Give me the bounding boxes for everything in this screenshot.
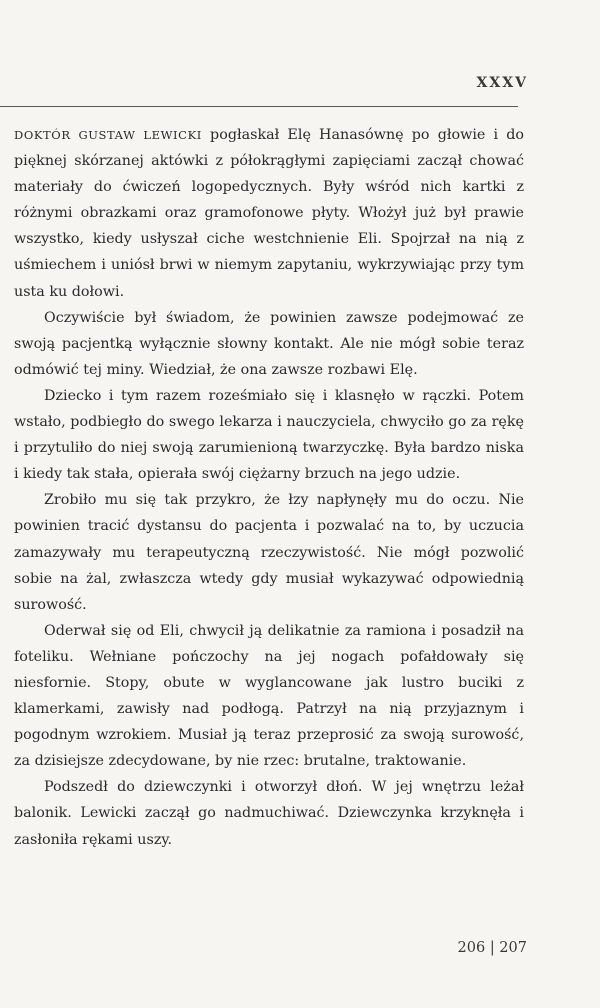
paragraph-2: Oczywiście był świadom, że powinien zawsze podejmować ze swoją pacjentką wyłącznie słowny kontakt. Ale nie mógł sobie teraz odmówić tej miny. Wiedział, że ona zawsze rozbawi Elę.: [14, 309, 524, 378]
paragraph-6: Podszedł do dziewczynki i otworzył dłoń. W jej wnętrzu leżał balonik. Lewicki zaczął go nadmuchiwać. Dziewczynka krzyknęła i zasłoniła rękami uszy.: [14, 779, 524, 848]
chapter-rule: [0, 106, 518, 107]
paragraph-1: [14, 122, 524, 305]
chapter-number: XXXV: [476, 75, 528, 91]
paragraph-5: Oderwał się od Eli, chwycił ją delikatnie za ramiona i posadził na foteliku. Wełniane pończochy na jej nogach pofałdowały się niesfornie. Stopy, obute w wyglancowane jak lustro buciki z klamerkami, zawisły nad podłogą. Patrzył na nią przyjaznym i pogodnym wzrokiem. Musiał ją teraz przeprosić za swoją surowość, za dzisiejsze zdecydowane, by nie rzec: brutalne, traktowanie.: [14, 622, 524, 770]
body-text: [14, 122, 524, 853]
opening-name: DOKTÓR GUSTAW LEWICKI: [14, 128, 202, 142]
paragraph-4: Zrobiło mu się tak przykro, że łzy napłynęły mu do oczu. Nie powinien tracić dystansu do pacjenta i pozwalać na to, by uczucia zamazywały mu terapeutyczną rzeczywistość. Nie mógł pozwolić sobie na żal, zwłaszcza wtedy gdy musiał wykazywać odpowiednią surowość.: [14, 492, 524, 613]
page-numbers: 206 | 207: [457, 940, 527, 956]
paragraph-1-text: pogłaskał Elę Hanasównę po głowie i do pięknej skórzanej aktówki z półokrągłymi zapięciami zaczął chować materiały do ćwiczeń logopedycznych. Były wśród nich kartki z różnymi obrazkami oraz gramofonowe płyty. Włożył już był prawie wszystko, kiedy usłyszał ciche westchnienie Eli. Spojrzał na nią z uśmiechem i uniósł brwi w niemym zapytaniu, wykrzywiając przy tym usta ku dołowi.: [14, 127, 524, 300]
paragraph-3: Dziecko i tym razem roześmiało się i klasnęło w rączki. Potem wstało, podbiegło do swego lekarza i nauczyciela, chwyciło go za rękę i przytuliło do niej swoją zarumienioną twarzyczkę. Była bardzo niska i kiedy tak stała, opierała swój ciężarny brzuch na jego udzie.: [14, 387, 524, 483]
